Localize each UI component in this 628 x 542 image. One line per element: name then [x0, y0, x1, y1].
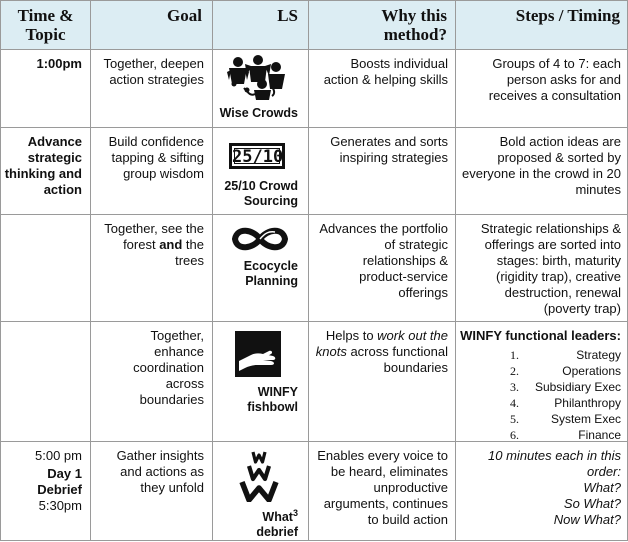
row2-topic: Advance strategic thinking and action: [4, 134, 82, 197]
row3-goal-text: Together, see the forest: [104, 221, 204, 252]
header-why: Why this method?: [381, 6, 447, 44]
row1-ls: [213, 50, 308, 127]
winfy-leader-number: 1.: [510, 348, 519, 362]
row1-goal: Together, deepen action strategies: [103, 56, 204, 87]
winfy-leader-role: Finance: [578, 428, 621, 442]
row3-ls: [213, 215, 308, 321]
winfy-leader-role: Philanthropy: [554, 396, 621, 410]
winfy-leader-item: [460, 347, 621, 363]
row3-goal: [99, 221, 204, 269]
winfy-leader-number: 4.: [510, 396, 519, 410]
row-divider: [1, 321, 627, 322]
row3-why: Advances the portfolio of strategic relationships & product-service offerings: [319, 221, 448, 300]
row5-topic: Day 1 Debrief: [37, 466, 82, 497]
row5-goal: Gather insights and actions as they unfold: [116, 448, 204, 495]
winfy-leader-item: [460, 379, 621, 395]
column-divider: [308, 1, 309, 540]
row4-ls-name: WINFY fishbowl: [247, 385, 298, 414]
row5-time-end: 5:30pm: [38, 498, 82, 513]
column-divider: [90, 1, 91, 540]
row5-steps-q1: What?: [583, 480, 621, 495]
what-cubed-icon: [239, 450, 279, 502]
row-divider: [1, 49, 627, 50]
winfy-leader-item: [460, 427, 621, 443]
winfy-leader-number: 5.: [510, 412, 519, 426]
row4-ls: [213, 322, 308, 441]
winfy-leader-item: [460, 363, 621, 379]
25-10-icon: [229, 143, 285, 169]
row5-ls-name-sub: debrief: [256, 525, 298, 540]
row4-why-text-end: across functional boundaries: [346, 344, 448, 375]
row5-ls-name: [213, 506, 308, 540]
row1-time: 1:00pm: [36, 56, 82, 71]
row1-ls-name: Wise Crowds: [219, 106, 298, 120]
row2-why: Generates and sorts inspiring strategies: [330, 134, 448, 165]
row5-steps: [460, 448, 621, 528]
row2-ls-name: 25/10 Crowd Sourcing: [224, 179, 298, 208]
row2-goal: Build confidence tapping & sifting group wisdom: [108, 134, 204, 181]
row4-steps: [460, 328, 621, 443]
helping-hand-icon: [235, 331, 281, 377]
row3-ls-name: Ecocycle Planning: [243, 259, 298, 288]
infinity-icon: [231, 225, 289, 253]
row4-goal: Together, enhance coordination across boundaries: [133, 328, 204, 407]
row-divider: [1, 127, 627, 128]
row3-goal-text-end: the trees: [175, 237, 204, 268]
row3-steps: Strategic relationships & offerings are sorted into stages: birth, maturity (rigidity trap), creative destruction, renewal (poverty trap): [480, 221, 621, 316]
winfy-leader-number: 6.: [510, 428, 519, 442]
row-divider: [1, 214, 627, 215]
winfy-leader-list: [460, 347, 621, 443]
header-ls: LS: [277, 6, 298, 25]
column-divider: [455, 1, 456, 540]
header-steps: Steps / Timing: [515, 6, 620, 25]
row5-time: 5:00 pm: [35, 448, 82, 463]
winfy-leader-item: [460, 411, 621, 427]
winfy-leader-item: [460, 395, 621, 411]
row2-ls: [213, 128, 308, 214]
row4-why-text: Helps to: [325, 328, 378, 343]
winfy-leader-role: Operations: [562, 364, 621, 378]
row5-steps-q3: Now What?: [553, 512, 621, 527]
row1-steps: Groups of 4 to 7: each person asks for and receives a consultation: [488, 56, 621, 103]
row2-steps: Bold action ideas are proposed & sorted by everyone in the crowd in 20 minutes: [462, 134, 621, 197]
row4-steps-title: WINFY functional leaders:: [460, 328, 621, 343]
row4-why-emphasis: work out the knots: [315, 328, 448, 359]
25-10-icon-text: 25/10: [232, 147, 284, 167]
row5-ls: [213, 442, 308, 542]
row5-steps-text: 10 minutes each in this order:: [488, 448, 621, 479]
row5-ls-name-main: What: [262, 510, 293, 525]
row5-ls-name-sup: 3: [292, 508, 298, 518]
winfy-leader-role: Strategy: [576, 348, 621, 362]
winfy-leader-role: System Exec: [550, 412, 621, 426]
row4-why: [313, 328, 448, 376]
wise-crowds-icon: [225, 54, 287, 100]
header-time-topic: Time & Topic: [17, 6, 74, 44]
row3-goal-emphasis: and: [159, 237, 183, 252]
winfy-leader-role: Subsidiary Exec: [534, 380, 621, 394]
row1-why: Boosts individual action & helping skills: [323, 56, 448, 87]
row5-why: Enables every voice to be heard, eliminates unproductive arguments, continues to build action: [317, 448, 448, 527]
hand-icon: [235, 331, 281, 377]
row5-steps-q2: So What?: [563, 496, 621, 511]
winfy-leader-number: 2.: [510, 364, 519, 378]
header-goal: Goal: [167, 6, 202, 25]
winfy-leader-number: 3.: [510, 380, 519, 394]
